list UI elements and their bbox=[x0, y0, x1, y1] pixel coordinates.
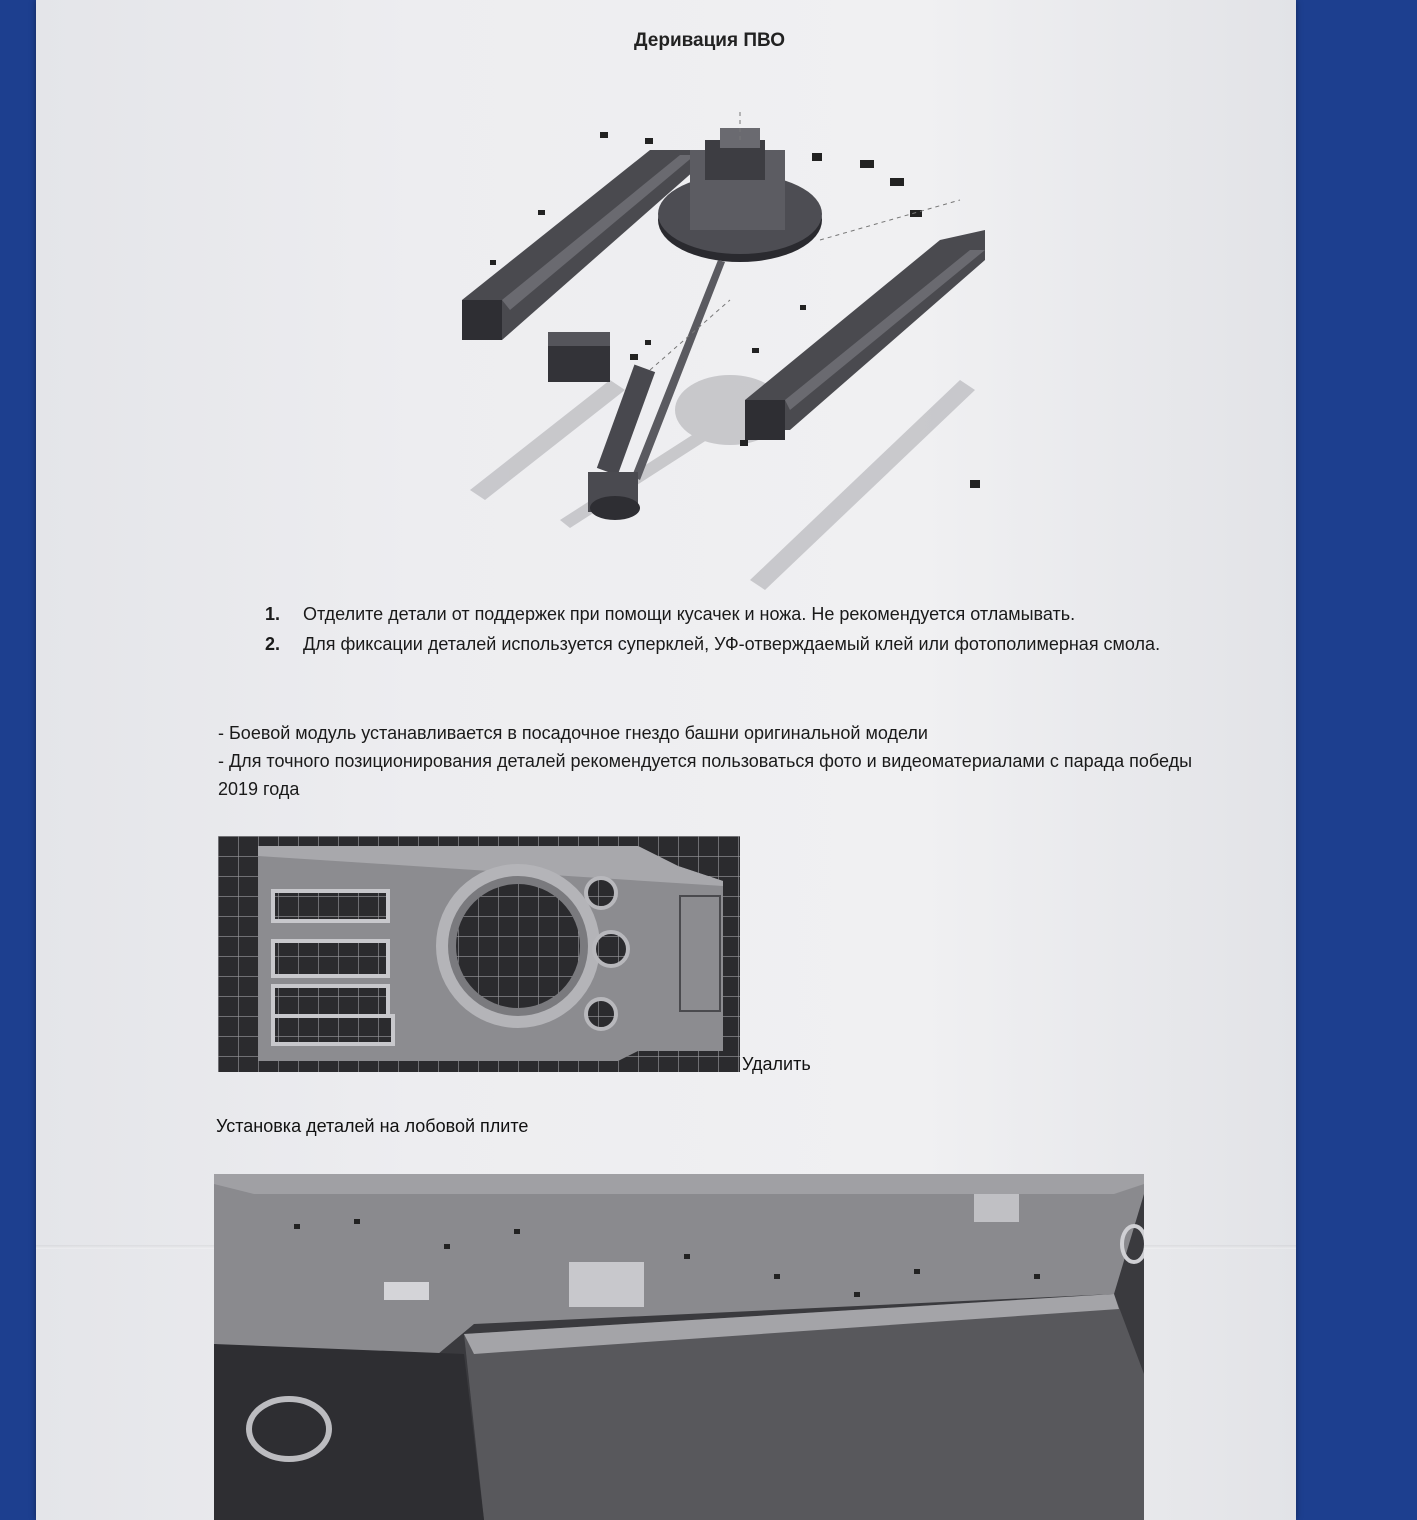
step-item bbox=[265, 630, 1205, 658]
front-plate-photo bbox=[214, 1174, 1144, 1520]
step-text: Для фиксации деталей используется суперклей, УФ-отверждаемый клей или фотополимерная смола. bbox=[303, 634, 1161, 654]
hull-top-photo bbox=[218, 836, 740, 1072]
step-item bbox=[265, 600, 1205, 628]
note-line: - Боевой модуль устанавливается в посадочное гнездо башни оригинальной модели bbox=[218, 723, 928, 743]
note-line: - Для точного позиционирования деталей рекомендуется пользоваться фото и видеоматериалами с парада победы 2019 года bbox=[218, 751, 1193, 799]
exploded-assembly-diagram bbox=[440, 110, 1000, 590]
document-title: Деривация ПВО bbox=[634, 30, 786, 51]
step-text: Отделите детали от поддержек при помощи кусачек и ножа. Не рекомендуется отламывать. bbox=[303, 604, 1076, 624]
section-heading: Установка деталей на лобовой плите bbox=[216, 1116, 529, 1136]
step-number: 1. bbox=[265, 604, 281, 624]
delete-caption: Удалить bbox=[742, 1054, 811, 1074]
instruction-steps bbox=[265, 600, 1205, 660]
assembly-notes bbox=[218, 719, 1218, 803]
step-number: 2. bbox=[265, 634, 281, 654]
